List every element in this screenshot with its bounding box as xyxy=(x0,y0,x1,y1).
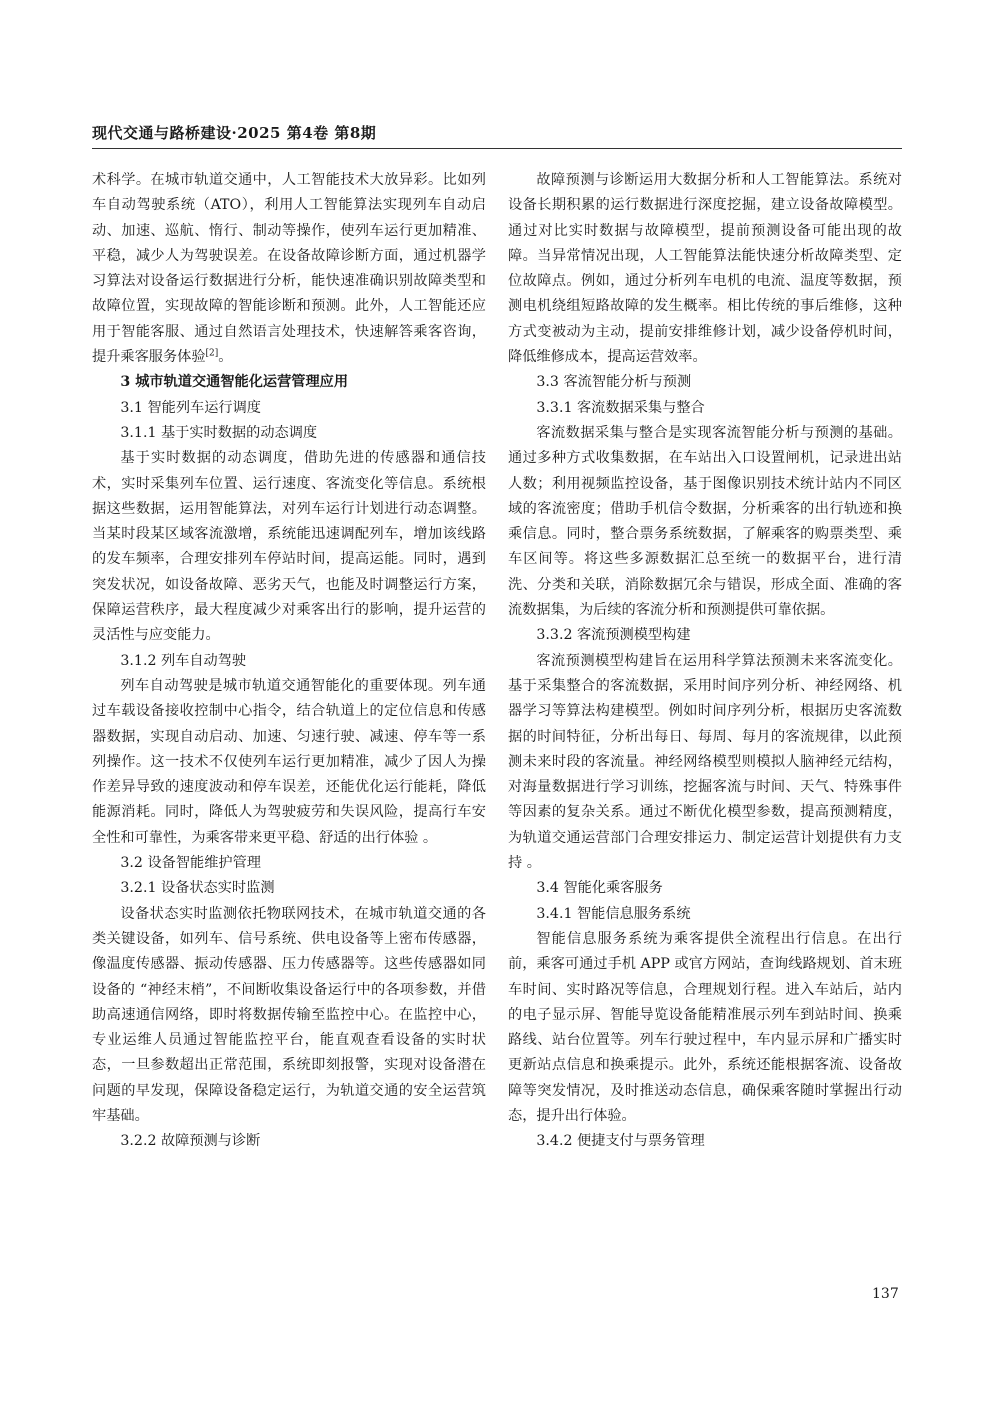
citation-ref: [2] xyxy=(205,348,219,359)
paragraph: 设备状态实时监测依托物联网技术，在城市轨道交通的各类关键设备，如列车、信号系统、供电设备等上密布传感器，像温度传感器、振动传感器、压力传感器等。这些传感器如同设备的 “神经末梢”，不间断收集设备运行中的各项参数，并借助高速通信网络，即时将数据传输至监控中心。在监控中心，专业运维人员通过智能监控平台，能直观查看设备的实时状态，一旦参数超出正常范围，系统即刻报警，实现对设备潜在问题的早发现，保障设备稳定运行，为轨道交通的安全运营筑牢基础。 xyxy=(92,905,486,1124)
journal-header: 现代交通与路桥建设·2025 第4卷 第8期 xyxy=(92,118,902,149)
section-heading: 3 城市轨道交通智能化运营管理应用 xyxy=(120,374,349,391)
subsubsection-heading: 3.4.2 便捷支付与票务管理 xyxy=(536,1133,705,1150)
subsubsection-heading: 3.1.2 列车自动驾驶 xyxy=(120,652,247,669)
subsection-heading: 3.3 客流智能分析与预测 xyxy=(536,374,692,391)
page-number: 137 xyxy=(872,1286,899,1302)
subsubsection-heading: 3.3.1 客流数据采集与整合 xyxy=(536,399,705,416)
subsubsection-heading: 3.4.1 智能信息服务系统 xyxy=(536,905,691,922)
right-column xyxy=(508,168,902,1155)
paragraph: 基于实时数据的动态调度，借助先进的传感器和通信技术，实时采集列车位置、运行速度、客流变化等信息。系统根据这些数据，运用智能算法，对列车运行计划进行动态调整。当某时段某区域客流激增，系统能迅速调配列车，增加该线路的发车频率，合理安排列车停站时间，提高运能。同时，遇到突发状况，如设备故障、恶劣天气，也能及时调整运行方案，保障运营秩序，最大程度减少对乘客出行的影响，提升运营的灵活性与应变能力。 xyxy=(92,450,486,644)
subsubsection-heading: 3.2.1 设备状态实时监测 xyxy=(120,880,275,897)
subsection-heading: 3.1 智能列车运行调度 xyxy=(120,399,261,416)
paragraph-end: 。 xyxy=(218,349,233,366)
subsubsection-heading: 3.1.1 基于实时数据的动态调度 xyxy=(120,424,318,441)
paragraph: 列车自动驾驶是城市轨道交通智能化的重要体现。列车通过车载设备接收控制中心指令，结合轨道上的定位信息和传感器数据，实现自动启动、加速、匀速行驶、减速、停车等一系列操作。这一技术不仅使列车运行更加精准，减少了因人为操作差异导致的速度波动和停车误差，还能优化运行能耗，降低能源消耗。同时，降低人为驾驶疲劳和失误风险，提高行车安全性和可靠性，为乘客带来更平稳、舒适的出行体验 。 xyxy=(92,677,486,846)
paragraph-text: 术科学。在城市轨道交通中，人工智能技术大放异彩。比如列车自动驾驶系统（ATO），利用人工智能算法实现列车自动启动、加速、巡航、惰行、制动等操作，使列车运行更加精准、平稳，减少人为驾驶误差。在设备故障诊断方面，通过机器学习算法对设备运行数据进行分析，能快速准确识别故障类型和故障位置，实现故障的智能诊断和预测。此外，人工智能还应用于智能客服、通过自然语言处理技术，快速解答乘客咨询，提升乘客服务体验 xyxy=(92,172,486,366)
paragraph: 故障预测与诊断运用大数据分析和人工智能算法。系统对设备长期积累的运行数据进行深度挖掘，建立设备故障模型。通过对比实时数据与故障模型，提前预测设备可能出现的故障。当异常情况出现，人工智能算法能快速分析故障类型、定位故障点。例如，通过分析列车电机的电流、温度等数据，预测电机绕组短路故障的发生概率。相比传统的事后维修，这种方式变被动为主动，提前安排维修计划，减少设备停机时间，降低维修成本，提高运营效率。 xyxy=(508,172,902,366)
subsubsection-heading: 3.3.2 客流预测模型构建 xyxy=(536,627,691,644)
subsubsection-heading: 3.2.2 故障预测与诊断 xyxy=(120,1133,261,1150)
paragraph: 客流预测模型构建旨在运用科学算法预测未来客流变化。基于采集整合的客流数据，采用时间序列分析、神经网络、机器学习等算法构建模型。例如时间序列分析，根据历史客流数据的时间特征，分析出每日、每周、每月的客流规律，以此预测未来时段的客流量。神经网络模型则模拟人脑神经元结构，对海量数据进行学习训练，挖掘客流与时间、天气、特殊事件等因素的复杂关系。通过不断优化模型参数，提高预测精度，为轨道交通运营部门合理安排运力、制定运营计划提供有力支持 。 xyxy=(508,652,902,872)
paragraph xyxy=(92,168,486,370)
paragraph: 智能信息服务系统为乘客提供全流程出行信息。在出行前，乘客可通过手机 APP 或官方网站，查询线路规划、首末班车时间、实时路况等信息，合理规划行程。进入车站后，站内的电子显示屏、智能导览设备能精准展示列车到站时间、换乘路线、站台位置等。列车行驶过程中，车内显示屏和广播实时更新站点信息和换乘提示。此外，系统还能根据客流、设备故障等突发情况，及时推送动态信息，确保乘客随时掌握出行动态，提升出行体验。 xyxy=(508,930,902,1124)
subsection-heading: 3.4 智能化乘客服务 xyxy=(536,880,663,897)
left-column xyxy=(92,168,486,1155)
paragraph: 客流数据采集与整合是实现客流智能分析与预测的基础。通过多种方式收集数据，在车站出入口设置闸机，记录进出站人数；利用视频监控设备，基于图像识别技术统计站内不同区域的客流密度；借助手机信令数据，分析乘客的出行轨迹和换乘信息。同时，整合票务系统数据，了解乘客的购票类型、乘车区间等。将这些多源数据汇总至统一的数据平台，进行清洗、分类和关联，消除数据冗余与错误，形成全面、准确的客流数据集，为后续的客流分析和预测提供可靠依据。 xyxy=(508,424,902,619)
subsection-heading: 3.2 设备智能维护管理 xyxy=(120,855,261,872)
